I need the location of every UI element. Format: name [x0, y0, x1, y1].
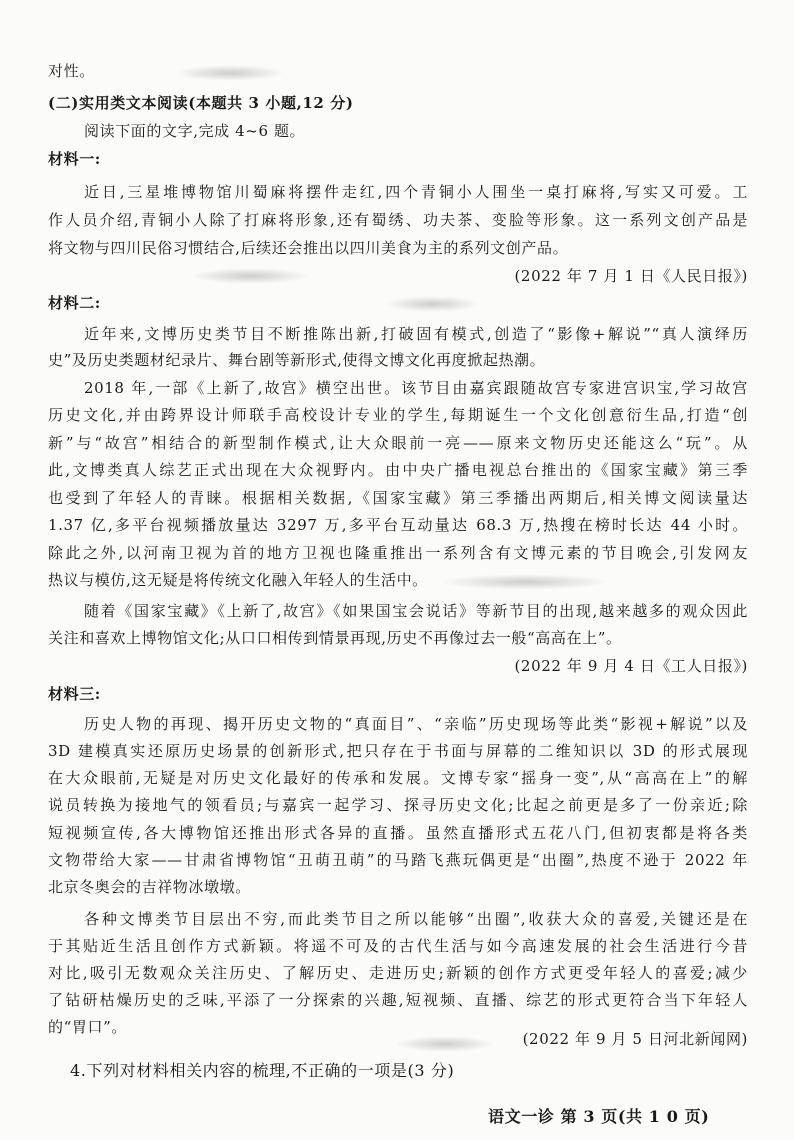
material-2-line: 近年来,文博历史类节目不断推陈出新,打破固有模式,创造了“影像+解说”“真人演绎历 [84, 325, 748, 343]
instruction: 阅读下面的文字,完成 4~6 题。 [84, 122, 306, 140]
material-3-line: 说员转换为接地气的领看员;与嘉宾一起学习、探寻历史文化;比起之前更是多了一份亲近;除 [48, 796, 748, 814]
material-1-line: 将文物与四川民俗习惯结合,后续还会推出以四川美食为主的系列文创产品。 [48, 239, 569, 257]
material-3-line: 各种文博类节目层出不穷,而此类节目之所以能够“出圈”,收获大众的喜爱,关键还是在 [84, 910, 748, 928]
material-3-line: 北京冬奥会的吉祥物冰墩墩。 [48, 878, 251, 896]
material-3-line: 3D 建模真实还原历史场景的创新形式,把只存在于书面与屏幕的二维知识以 3D 的形式展现 [48, 742, 748, 760]
scan-blur-mark [440, 574, 610, 590]
material-3-line: 于其贴近生活且创作方式新颖。将遥不可及的古代生活与如今高速发展的社会生活进行今昔 [48, 937, 748, 955]
material-1-source: (2022 年 7 月 1 日《人民日报》) [514, 267, 748, 285]
material-3-label: 材料三: [48, 685, 101, 703]
material-2-line: 史”及历史类题材纪录片、舞台剧等新形式,使得文博文化再度掀起热潮。 [48, 351, 546, 369]
material-2-source: (2022 年 9 月 4 日《工人日报》) [514, 657, 748, 675]
material-1-label: 材料一: [48, 150, 101, 168]
material-2-line: 新”与“故宫”相结合的新型制作模式,让大众眼前一亮——原来文物历史还能这么“玩”。从 [48, 434, 748, 452]
material-1-line: 作人员介绍,青铜小人除了打麻将形象,还有蜀绣、功夫茶、变脸等形象。这一系列文创产品是 [48, 211, 748, 229]
material-3-line: 了钻研枯燥历史的乏味,平添了一分探索的兴趣,短视频、直播、综艺的形式更符合当下年轻人 [48, 991, 748, 1009]
material-3-line: 在大众眼前,无疑是对历史文化最好的传承和发展。文博专家“摇身一变”,从“高高在上”的解 [48, 769, 748, 787]
scan-blur-mark [395, 1036, 495, 1052]
previous-text-fragment: 对性。 [48, 62, 95, 80]
material-2-line: 热议与模仿,这无疑是将传统文化融入年轻人的生活中。 [48, 571, 428, 589]
material-3-line: 对比,吸引无数观众关注历史、了解历史、走进历史;新颖的创作方式更受年轻人的喜爱;减少 [48, 964, 748, 982]
section-heading: (二)实用类文本阅读(本题共 3 小题,12 分) [48, 94, 354, 112]
material-2-line: 1.37 亿,多平台视频播放量达 3297 万,多平台互动量达 68.3 万,热搜在榜时长达 44 小时。 [48, 516, 748, 534]
material-2-line: 也受到了年轻人的青睐。根据相关数据,《国家宝藏》第三季播出两期后,相关博文阅读量达 [48, 489, 748, 507]
material-2-line: 随着《国家宝藏》《上新了,故宫》《如果国宝会说话》等新节目的出现,越来越多的观众因此 [84, 602, 748, 620]
question-4: 4.下列对材料相关内容的梳理,不正确的一项是(3 分) [70, 1061, 455, 1080]
material-2-line: 除此之外,以河南卫视为首的地方卫视也隆重推出一系列含有文博元素的节目晚会,引发网友 [48, 544, 748, 562]
scan-blur-mark [190, 268, 310, 284]
material-3-line: 短视频宣传,各大博物馆还推出形式各异的直播。虽然直播形式五花八门,但初衷都是将各类 [48, 824, 748, 842]
material-2-line: 2018 年,一部《上新了,故宫》横空出世。该节目由嘉宾跟随故宫专家进宫识宝,学习故宫 [84, 379, 748, 397]
scan-blur-mark [175, 65, 285, 81]
material-2-line: 历史文化,并由跨界设计师联手高校设计专业的学生,每期诞生一个文化创意衍生品,打造“创 [48, 406, 748, 424]
material-3-line: 文物带给大家——甘肃省博物馆“丑萌丑萌”的马踏飞燕玩偶更是“出圈”,热度不逊于 2022 年 [48, 851, 748, 869]
material-3-line: 的“胃口”。 [48, 1018, 127, 1036]
scan-blur-mark [385, 296, 480, 312]
material-2-label: 材料二: [48, 294, 101, 312]
material-2-line: 此,文博类真人综艺正式出现在大众视野内。由中央广播电视总台推出的《国家宝藏》第三季 [48, 461, 748, 479]
page-footer: 语文一诊 第 3 页(共 1 0 页) [488, 1107, 710, 1126]
material-2-line: 关注和喜欢上博物馆文化;从口口相传到情景再现,历史不再像过去一般“高高在上”。 [48, 629, 622, 647]
material-1-line: 近日,三星堆博物馆川蜀麻将摆件走红,四个青铜小人围坐一桌打麻将,写实又可爱。工 [84, 183, 748, 201]
material-3-line: 历史人物的再现、揭开历史文物的“真面目”、“亲临”历史现场等此类“影视+解说”以及 [84, 715, 748, 733]
material-3-source: (2022 年 9 月 5 日河北新闻网) [522, 1030, 748, 1048]
